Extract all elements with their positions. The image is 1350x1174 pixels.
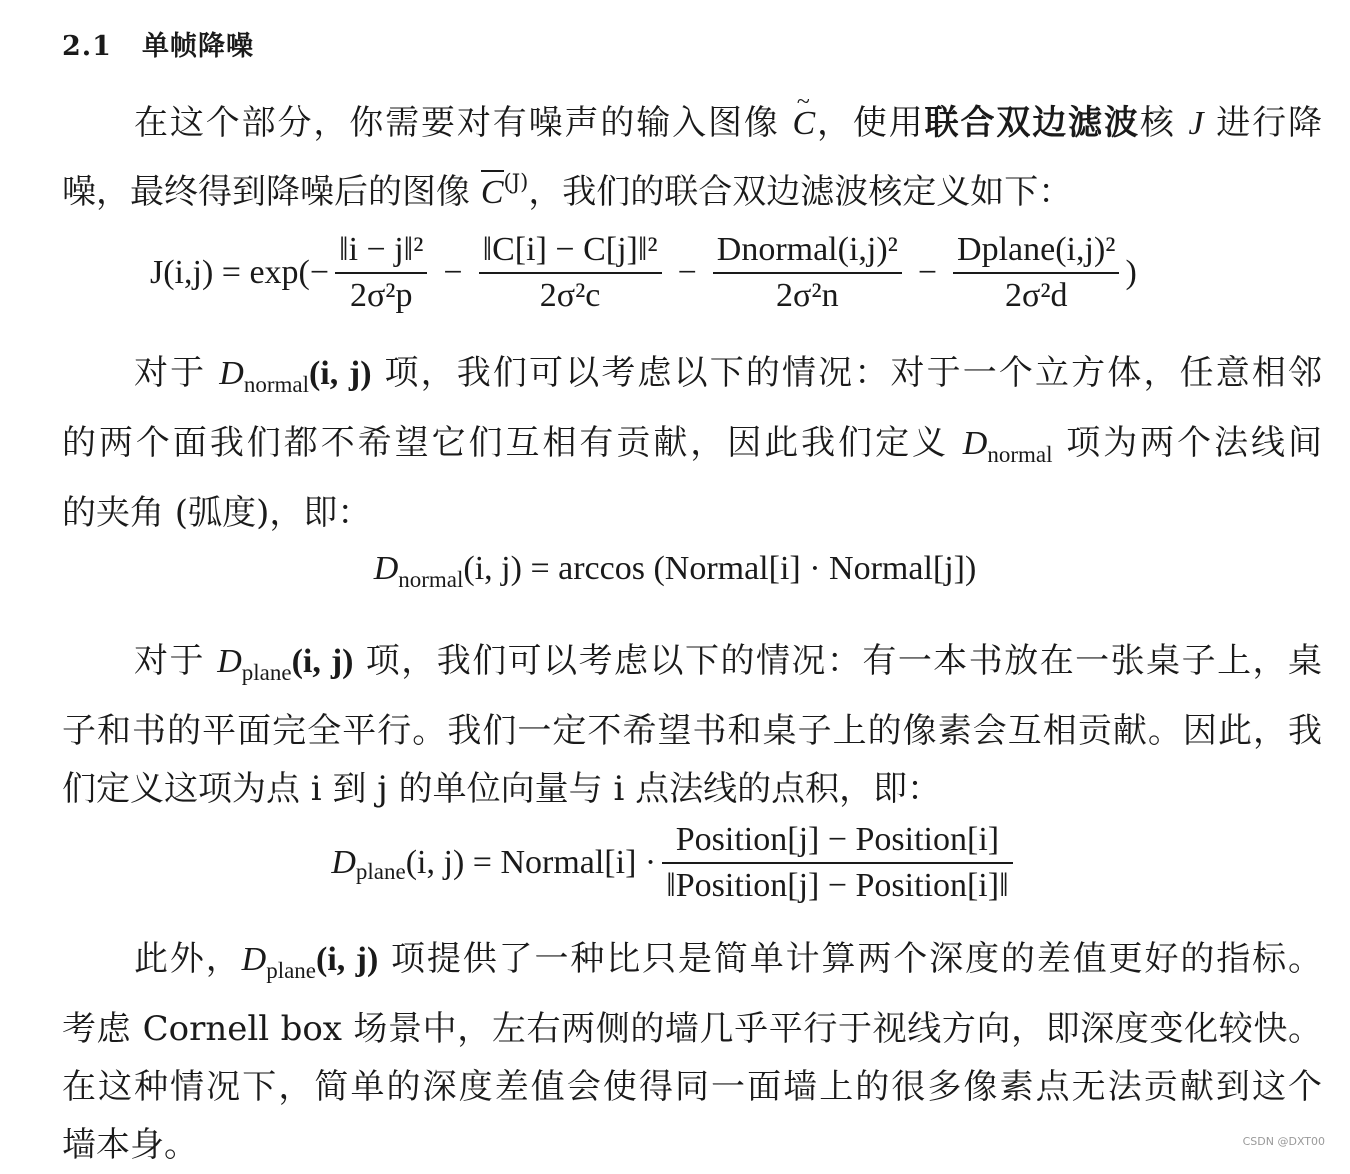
paragraph-dnormal xyxy=(62,344,1322,542)
paragraph-line xyxy=(62,702,1322,760)
text-span: ，使用 xyxy=(815,103,925,143)
text-span: 在这个部分，你需要对有噪声的输入图像 xyxy=(134,103,780,143)
text-span: 考虑 Cornell box 场景中，左右两侧的墙几乎平行于视线方向，即深度变化较快。 xyxy=(62,1009,1322,1049)
paragraph-line xyxy=(62,484,1322,542)
equation-lhs: (i, j) = Normal[i] · xyxy=(405,844,657,881)
math-args: (i, j) xyxy=(316,941,379,978)
minus-operator: − xyxy=(443,254,463,291)
fraction xyxy=(479,228,662,318)
equation-joint-bilateral xyxy=(150,228,1300,318)
text-span: 子和书的平面完全平行。我们一定不希望书和桌子上的像素会互相贡献。因此，我 xyxy=(62,711,1322,751)
minus-operator: − xyxy=(677,254,697,291)
math-subscript: plane xyxy=(355,858,406,884)
closing-paren: ) xyxy=(1125,254,1137,291)
fraction xyxy=(335,228,427,318)
fraction xyxy=(953,228,1119,318)
paragraph-line xyxy=(62,414,1322,484)
text-span: 项提供了一种比只是简单计算两个深度的差值更好的指标。 xyxy=(391,939,1322,979)
watermark-text: CSDN @DXT00 xyxy=(1242,1135,1325,1148)
paragraph-line xyxy=(62,153,1322,222)
math-symbol: D xyxy=(219,355,244,392)
math-subscript: normal xyxy=(243,372,309,397)
math-symbol: C xyxy=(481,170,504,211)
math-subscript: normal xyxy=(987,442,1053,467)
denominator: 2σ²c xyxy=(539,277,601,314)
text-span: 对于 xyxy=(134,353,207,393)
math-args: (i, j) xyxy=(291,643,354,680)
math-symbol: D xyxy=(373,550,399,587)
fraction xyxy=(713,228,902,318)
math-subscript: plane xyxy=(266,958,317,983)
text-span: 项，我们可以考虑以下的情况：有一本书放在一张桌子上，桌 xyxy=(365,641,1323,681)
text-span: 的夹角 (弧度)，即： xyxy=(62,493,372,533)
text-span: 项，我们可以考虑以下的情况：对于一个立方体，任意相邻 xyxy=(384,353,1323,393)
text-span: 的两个面我们都不希望它们互相有贡献，因此我们定义 xyxy=(62,423,949,463)
text-span: 们定义这项为点 i 到 j 的单位向量与 i 点法线的点积，即： xyxy=(62,769,942,809)
text-span: 核 xyxy=(1139,103,1176,143)
equation-dplane xyxy=(0,818,1350,908)
math-symbol: D xyxy=(331,844,356,881)
text-span: ，我们的联合双边滤波核定义如下： xyxy=(528,172,1073,212)
denominator: 2σ²p xyxy=(349,277,413,314)
text-span: 在这种情况下，简单的深度差值会使得同一面墙上的很多像素点无法贡献到这个 xyxy=(62,1067,1322,1107)
equation-dnormal xyxy=(0,550,1350,593)
denominator: ‖Position[j] − Position[i]‖ xyxy=(666,867,1009,904)
paragraph-line xyxy=(62,760,1322,818)
math-args: (i, j) xyxy=(308,355,372,392)
section-number: 2.1 xyxy=(62,31,112,62)
fraction xyxy=(662,818,1012,908)
denominator: 2σ²n xyxy=(776,277,839,314)
numerator: Position[j] − Position[i] xyxy=(662,818,1012,864)
equation-body: (i, j) = arccos (Normal[i] · Normal[j]) xyxy=(463,550,977,587)
bold-term: 联合双边滤波 xyxy=(924,103,1140,143)
text-span: 墙本身。 xyxy=(62,1125,198,1165)
math-symbol: J xyxy=(1188,105,1204,142)
numerator: Dplane(i,j)² xyxy=(953,228,1119,274)
section-title: 单帧降噪 xyxy=(141,31,254,62)
text-span: 噪，最终得到降噪后的图像 xyxy=(62,172,470,212)
paragraph-remarks xyxy=(62,930,1322,1174)
section-heading xyxy=(62,24,254,63)
paragraph-line xyxy=(62,94,1322,153)
numerator: Dnormal(i,j)² xyxy=(713,228,902,274)
paragraph-line xyxy=(62,1116,1322,1174)
math-symbol: ~ C xyxy=(792,95,815,153)
math-superscript: (J) xyxy=(503,170,529,194)
denominator: 2σ²d xyxy=(1004,277,1068,314)
paragraph-dplane xyxy=(62,632,1322,818)
math-subscript: normal xyxy=(398,567,464,592)
math-symbol: D xyxy=(962,425,988,462)
text-span: 项为两个法线间 xyxy=(1066,423,1322,463)
equation-lhs: J(i,j) = exp(− xyxy=(150,254,330,291)
numerator: ‖C[i] − C[j]‖² xyxy=(479,228,662,274)
math-subscript: plane xyxy=(241,660,292,685)
paragraph-line xyxy=(62,632,1322,702)
paragraph-line xyxy=(62,344,1322,414)
text-span: 对于 xyxy=(134,641,205,681)
paragraph-line xyxy=(62,930,1322,1000)
text-span: 此外， xyxy=(134,939,242,979)
minus-operator: − xyxy=(917,254,938,291)
math-symbol: D xyxy=(241,941,267,978)
math-symbol: D xyxy=(217,643,242,680)
text-span: 进行降 xyxy=(1216,103,1323,143)
paragraph-intro xyxy=(62,94,1322,222)
numerator: ‖i − j‖² xyxy=(335,228,427,274)
paragraph-line xyxy=(62,1058,1322,1116)
paragraph-line xyxy=(62,1000,1322,1058)
